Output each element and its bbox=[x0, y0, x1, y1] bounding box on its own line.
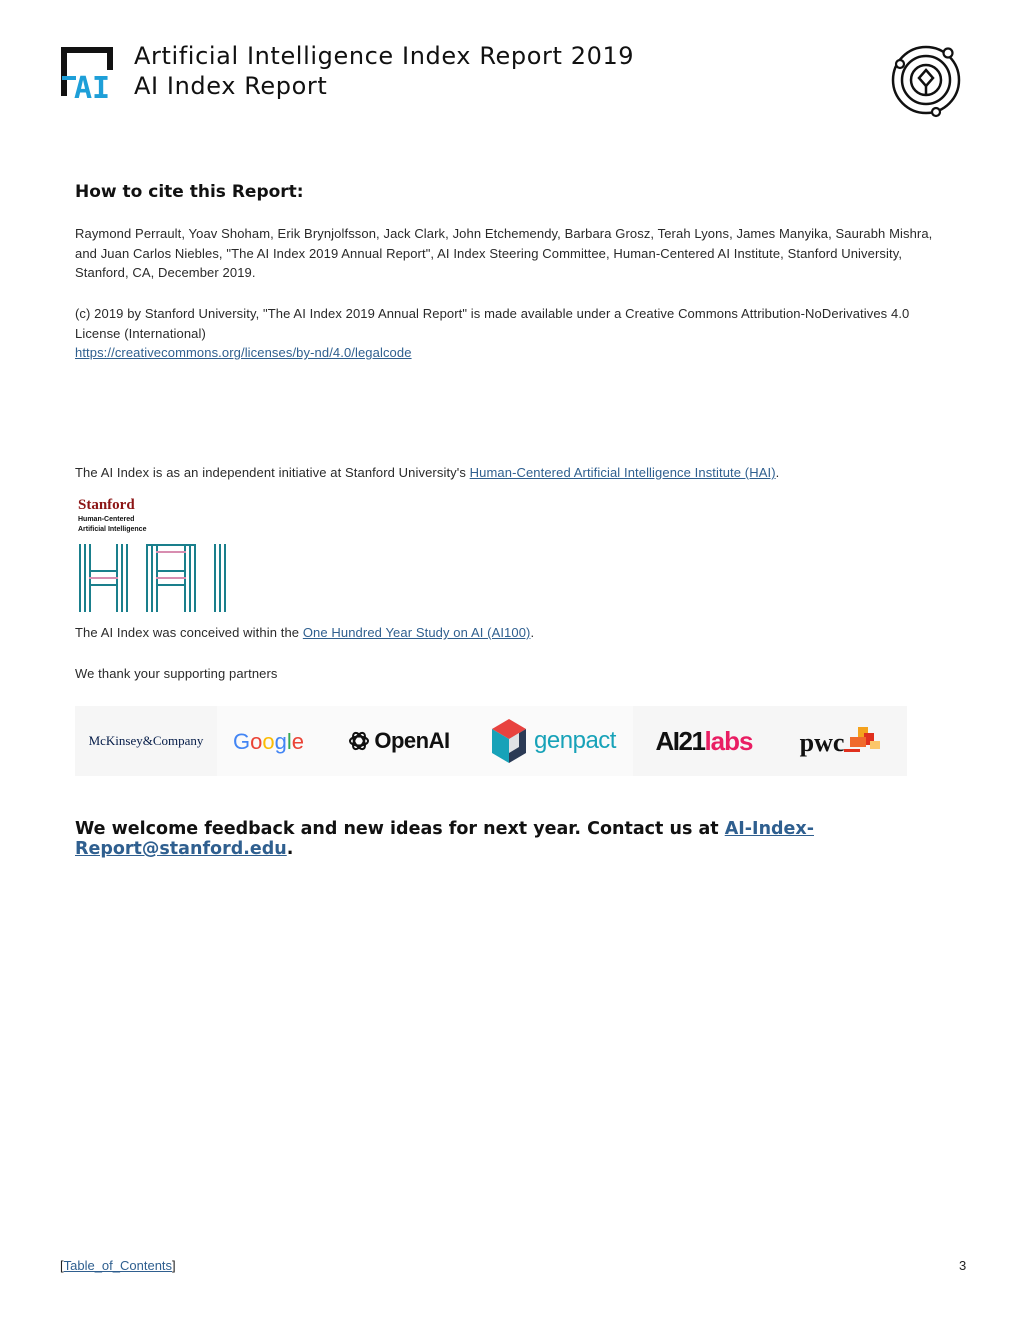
pwc-blocks-icon bbox=[842, 725, 882, 757]
partner-genpact bbox=[473, 706, 633, 776]
partner-openai bbox=[325, 706, 473, 776]
license-text: (c) 2019 by Stanford University, "The AI Index 2019 Annual Report" is made available under a Creative Commons Attribution-NoDerivatives 4.0 License (International) bbox=[75, 306, 910, 341]
mckinsey-wordmark: McKinsey&Company bbox=[88, 733, 204, 748]
license-url-link[interactable]: https://creativecommons.org/licenses/by-nd/4.0/legalcode bbox=[75, 345, 412, 360]
hai-statement bbox=[75, 463, 779, 483]
labs-wordmark: labs bbox=[704, 725, 753, 756]
hai-suffix: . bbox=[775, 465, 780, 480]
feedback-email-link[interactable]: AI-Index-Report@stanford.edu bbox=[75, 819, 814, 859]
partner-logos bbox=[75, 706, 907, 776]
hai-prefix: The AI Index is as an independent initiative at Stanford University's bbox=[75, 465, 470, 480]
pwc-wordmark: pwc bbox=[799, 728, 845, 757]
feedback-prefix: We welcome feedback and new ideas for next year. Contact us at bbox=[75, 819, 725, 839]
citation-text: Raymond Perrault, Yoav Shoham, Erik Brynjolfsson, Jack Clark, John Etchemendy, Barbara Grosz, Terah Lyons, James Manyika, Saurabh Mishra, and Juan Carlos Niebles, "The AI Index 2019 Annual Report", AI Index Steering Committee, Human-Centered AI Institute, Stanford University, Stanford, CA, December 2019. bbox=[75, 226, 933, 280]
genpact-cube-icon bbox=[490, 717, 528, 765]
report-subtitle: AI Index Report bbox=[134, 72, 328, 100]
ai100-suffix: . bbox=[530, 625, 535, 640]
feedback-statement bbox=[75, 819, 1020, 859]
cite-heading: How to cite this Report: bbox=[75, 182, 304, 202]
partner-google bbox=[217, 706, 325, 776]
partners-thanks: We thank your supporting partners bbox=[75, 666, 278, 681]
partner-mckinsey bbox=[75, 706, 217, 776]
google-wordmark: Google bbox=[233, 729, 305, 754]
toc-close-bracket: ] bbox=[172, 1258, 176, 1273]
hai-logo-line1: Human-Centered bbox=[78, 516, 135, 523]
hai-logo-line2: Artificial Intelligence bbox=[78, 526, 147, 533]
report-title: Artificial Intelligence Index Report 2019 bbox=[134, 42, 635, 70]
table-of-contents-link[interactable]: Table_of_Contents bbox=[63, 1258, 173, 1273]
toc-footer bbox=[60, 1258, 176, 1273]
ai100-link[interactable]: One Hundred Year Study on AI (AI100) bbox=[302, 625, 531, 640]
ai21-wordmark: AI21 bbox=[655, 725, 705, 756]
feedback-suffix: . bbox=[286, 839, 294, 859]
ai-index-logo-icon bbox=[60, 46, 120, 100]
license-block bbox=[75, 304, 945, 363]
svg-text:AI: AI bbox=[74, 71, 111, 100]
openai-knot-icon bbox=[348, 730, 370, 752]
stanford-hai-logo bbox=[76, 494, 234, 614]
ai100-statement bbox=[75, 623, 534, 643]
openai-wordmark: OpenAI bbox=[374, 728, 450, 753]
partner-pwc bbox=[775, 706, 907, 776]
page-number: 3 bbox=[959, 1258, 967, 1273]
toc-open-bracket: [ bbox=[60, 1258, 64, 1273]
google-logo-icon bbox=[231, 725, 311, 757]
hai-letters bbox=[79, 544, 226, 612]
orbit-emblem-icon bbox=[888, 42, 964, 118]
hai-link[interactable]: Human-Centered Artificial Intelligence Institute (HAI) bbox=[469, 465, 776, 480]
stanford-wordmark: Stanford bbox=[78, 497, 135, 513]
genpact-wordmark: genpact bbox=[534, 727, 616, 754]
partner-ai21 bbox=[633, 706, 775, 776]
ai100-prefix: The AI Index was conceived within the bbox=[75, 625, 303, 640]
